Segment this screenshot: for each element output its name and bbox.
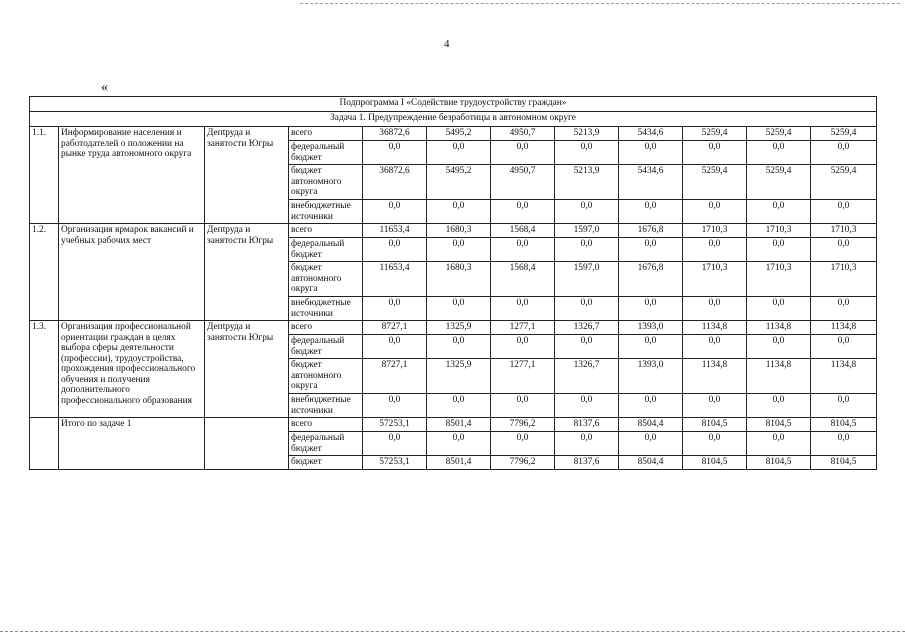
value-cell: 1710,3 (747, 262, 811, 297)
funding-source: федеральный бюджет (289, 141, 363, 165)
value-cell: 1134,8 (683, 321, 747, 335)
value-cell: 8504,4 (619, 456, 683, 470)
value-cell: 0,0 (427, 335, 491, 359)
value-cell: 0,0 (619, 297, 683, 321)
value-cell: 1134,8 (747, 321, 811, 335)
funding-source: внебюджетные источники (289, 394, 363, 418)
funding-source: всего (289, 321, 363, 335)
value-cell: 8727,1 (363, 359, 427, 394)
item-executor: Депtруда и занятости Югры (205, 224, 289, 321)
funding-source: внебюджетные источники (289, 297, 363, 321)
value-cell: 0,0 (491, 141, 555, 165)
value-cell: 1680,3 (427, 224, 491, 238)
value-cell: 0,0 (747, 238, 811, 262)
value-cell: 0,0 (747, 200, 811, 224)
page-number: 4 (444, 38, 450, 50)
value-cell: 1134,8 (747, 359, 811, 394)
value-cell: 8137,6 (555, 418, 619, 432)
value-cell: 0,0 (683, 297, 747, 321)
value-cell: 0,0 (363, 238, 427, 262)
scan-artifact-bottom (0, 631, 905, 632)
value-cell: 1568,4 (491, 262, 555, 297)
table-row (30, 321, 877, 335)
value-cell: 11653,4 (363, 262, 427, 297)
funding-source: федеральный бюджет (289, 432, 363, 456)
value-cell: 8104,5 (811, 456, 877, 470)
funding-source: бюджет автономного округа (289, 165, 363, 200)
value-cell: 0,0 (427, 141, 491, 165)
table-row (30, 127, 877, 141)
value-cell: 1710,3 (683, 262, 747, 297)
value-cell: 4950,7 (491, 165, 555, 200)
value-cell: 1597,0 (555, 262, 619, 297)
value-cell: 1710,3 (747, 224, 811, 238)
value-cell: 0,0 (619, 238, 683, 262)
value-cell: 1710,3 (811, 262, 877, 297)
value-cell: 1680,3 (427, 262, 491, 297)
value-cell: 0,0 (363, 432, 427, 456)
value-cell: 0,0 (811, 200, 877, 224)
item-number: 1.3. (30, 321, 59, 418)
value-cell: 5213,9 (555, 127, 619, 141)
value-cell: 7796,2 (491, 456, 555, 470)
value-cell: 0,0 (811, 297, 877, 321)
value-cell: 0,0 (747, 335, 811, 359)
value-cell: 1597,0 (555, 224, 619, 238)
value-cell: 7796,2 (491, 418, 555, 432)
funding-source: внебюджетные источники (289, 200, 363, 224)
value-cell: 57253,1 (363, 456, 427, 470)
value-cell: 5259,4 (811, 165, 877, 200)
item-name: Информирование населения и работодателей о положении на рынке труда автономного округа (59, 127, 205, 224)
value-cell: 1393,0 (619, 321, 683, 335)
value-cell: 0,0 (683, 141, 747, 165)
funding-source: всего (289, 418, 363, 432)
value-cell: 0,0 (491, 394, 555, 418)
value-cell: 0,0 (747, 432, 811, 456)
value-cell: 0,0 (619, 200, 683, 224)
value-cell: 1134,8 (811, 321, 877, 335)
value-cell: 36872,6 (363, 165, 427, 200)
task-header: Задача 1. Предупреждение безработицы в автономном округе (30, 112, 877, 127)
value-cell: 0,0 (683, 335, 747, 359)
value-cell: 0,0 (811, 394, 877, 418)
value-cell: 0,0 (555, 394, 619, 418)
value-cell: 5495,2 (427, 127, 491, 141)
value-cell: 1325,9 (427, 321, 491, 335)
value-cell: 0,0 (491, 200, 555, 224)
value-cell: 0,0 (363, 200, 427, 224)
value-cell: 0,0 (811, 335, 877, 359)
funding-source: всего (289, 127, 363, 141)
value-cell: 1676,8 (619, 262, 683, 297)
value-cell: 8137,6 (555, 456, 619, 470)
item-executor: Депtруда и занятости Югры (205, 321, 289, 418)
value-cell: 0,0 (555, 335, 619, 359)
value-cell: 8104,5 (747, 418, 811, 432)
item-executor: Депtруда и занятости Югры (205, 127, 289, 224)
value-cell: 57253,1 (363, 418, 427, 432)
item-number: 1.1. (30, 127, 59, 224)
value-cell: 0,0 (427, 432, 491, 456)
value-cell: 4950,7 (491, 127, 555, 141)
total-name: Итого по задаче 1 (59, 418, 205, 470)
value-cell: 1710,3 (683, 224, 747, 238)
value-cell: 5434,6 (619, 127, 683, 141)
value-cell: 1134,8 (683, 359, 747, 394)
value-cell: 0,0 (363, 141, 427, 165)
value-cell: 1676,8 (619, 224, 683, 238)
value-cell: 8501,4 (427, 456, 491, 470)
value-cell: 5259,4 (747, 127, 811, 141)
value-cell: 0,0 (427, 297, 491, 321)
total-row (30, 418, 877, 432)
funding-source: всего (289, 224, 363, 238)
value-cell: 0,0 (555, 141, 619, 165)
funding-source: федеральный бюджет (289, 238, 363, 262)
value-cell: 8104,5 (811, 418, 877, 432)
value-cell: 0,0 (619, 432, 683, 456)
value-cell: 1134,8 (811, 359, 877, 394)
subprogram-header: Подпрограмма I «Содействие трудоустройству граждан» (30, 97, 877, 112)
value-cell: 1326,7 (555, 321, 619, 335)
value-cell: 0,0 (555, 200, 619, 224)
budget-table (29, 96, 877, 470)
value-cell: 0,0 (619, 141, 683, 165)
value-cell: 36872,6 (363, 127, 427, 141)
value-cell: 0,0 (363, 394, 427, 418)
table-row (30, 224, 877, 238)
value-cell: 0,0 (683, 200, 747, 224)
opening-quote-mark: « (101, 80, 108, 95)
value-cell: 0,0 (555, 432, 619, 456)
item-name: Организация ярмарок вакансий и учебных рабочих мест (59, 224, 205, 321)
value-cell: 5259,4 (747, 165, 811, 200)
value-cell: 0,0 (491, 238, 555, 262)
value-cell: 0,0 (747, 394, 811, 418)
funding-source: федеральный бюджет (289, 335, 363, 359)
value-cell: 0,0 (683, 432, 747, 456)
value-cell: 0,0 (491, 335, 555, 359)
total-number-cell (30, 418, 59, 470)
value-cell: 0,0 (427, 394, 491, 418)
value-cell: 0,0 (811, 432, 877, 456)
value-cell: 5213,9 (555, 165, 619, 200)
value-cell: 5434,6 (619, 165, 683, 200)
value-cell: 0,0 (811, 238, 877, 262)
value-cell: 1710,3 (811, 224, 877, 238)
item-number: 1.2. (30, 224, 59, 321)
scan-artifact-top (300, 3, 900, 4)
value-cell: 1393,0 (619, 359, 683, 394)
value-cell: 5495,2 (427, 165, 491, 200)
value-cell: 0,0 (555, 238, 619, 262)
value-cell: 0,0 (491, 432, 555, 456)
value-cell: 0,0 (491, 297, 555, 321)
value-cell: 5259,4 (811, 127, 877, 141)
value-cell: 0,0 (363, 335, 427, 359)
total-executor-cell (205, 418, 289, 470)
value-cell: 5259,4 (683, 165, 747, 200)
value-cell: 8727,1 (363, 321, 427, 335)
value-cell: 5259,4 (683, 127, 747, 141)
value-cell: 0,0 (811, 141, 877, 165)
value-cell: 0,0 (747, 297, 811, 321)
value-cell: 0,0 (619, 335, 683, 359)
value-cell: 8104,5 (683, 418, 747, 432)
value-cell: 0,0 (747, 141, 811, 165)
value-cell: 1326,7 (555, 359, 619, 394)
value-cell: 11653,4 (363, 224, 427, 238)
value-cell: 0,0 (619, 394, 683, 418)
funding-source: бюджет автономного округа (289, 359, 363, 394)
value-cell: 1568,4 (491, 224, 555, 238)
value-cell: 1325,9 (427, 359, 491, 394)
funding-source: бюджет автономного округа (289, 262, 363, 297)
value-cell: 8501,4 (427, 418, 491, 432)
item-name: Организация профессиональной ориентации граждан в целях выбора сферы деятельности (профессии), трудоустройства, прохождения профессионального обучения и получения дополнительного профессионального образования (59, 321, 205, 418)
value-cell: 0,0 (427, 238, 491, 262)
funding-source: бюджет (289, 456, 363, 470)
value-cell: 0,0 (555, 297, 619, 321)
value-cell: 0,0 (427, 200, 491, 224)
value-cell: 8504,4 (619, 418, 683, 432)
value-cell: 8104,5 (683, 456, 747, 470)
value-cell: 8104,5 (747, 456, 811, 470)
value-cell: 0,0 (683, 394, 747, 418)
value-cell: 1277,1 (491, 359, 555, 394)
value-cell: 0,0 (363, 297, 427, 321)
value-cell: 0,0 (683, 238, 747, 262)
value-cell: 1277,1 (491, 321, 555, 335)
